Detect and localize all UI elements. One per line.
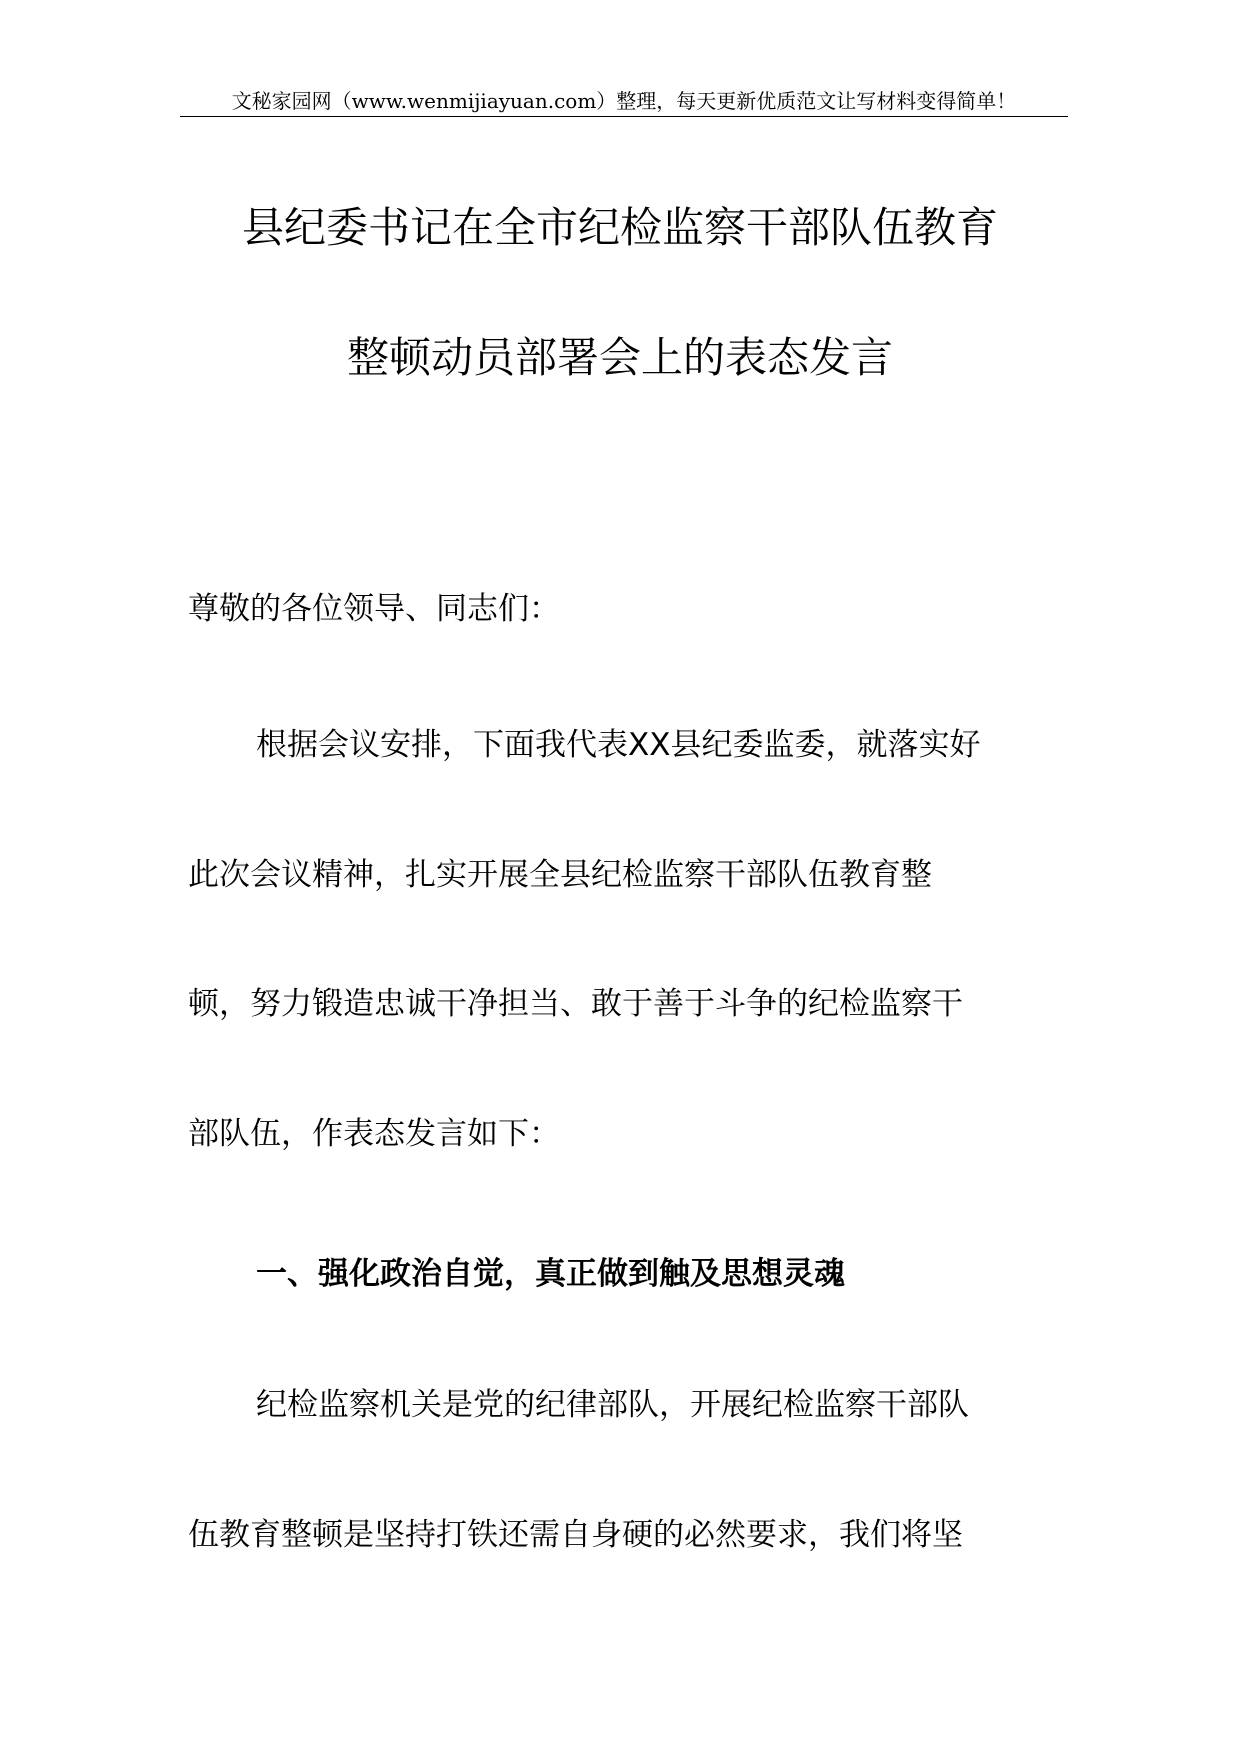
section-1-line-2: 伍教育整顿是坚持打铁还需自身硬的必然要求，我们将坚 xyxy=(188,1517,963,1553)
salutation: 尊敬的各位领导、同志们： xyxy=(188,591,560,627)
section-1-heading: 一、强化政治自觉，真正做到触及思想灵魂 xyxy=(256,1256,845,1292)
intro-line-2: 此次会议精神，扎实开展全县纪检监察干部队伍教育整 xyxy=(188,857,932,893)
intro-line-4: 部队伍，作表态发言如下： xyxy=(188,1116,560,1152)
intro-line-3: 顿，努力锻造忠诚干净担当、敢于善于斗争的纪检监察干 xyxy=(188,986,963,1022)
page-header: 文秘家园网（www.wenmijiayuan.com）整理，每天更新优质范文让写材料变得简单！ xyxy=(180,86,1068,117)
document-title-line-1: 县纪委书记在全市纪检监察干部队伍教育 xyxy=(241,203,998,252)
document-title-line-2: 整顿动员部署会上的表态发言 xyxy=(346,333,893,382)
intro-line-1: 根据会议安排，下面我代表XX县纪委监委，就落实好 xyxy=(256,727,981,763)
section-1-line-1: 纪检监察机关是党的纪律部队，开展纪检监察干部队 xyxy=(256,1387,969,1423)
